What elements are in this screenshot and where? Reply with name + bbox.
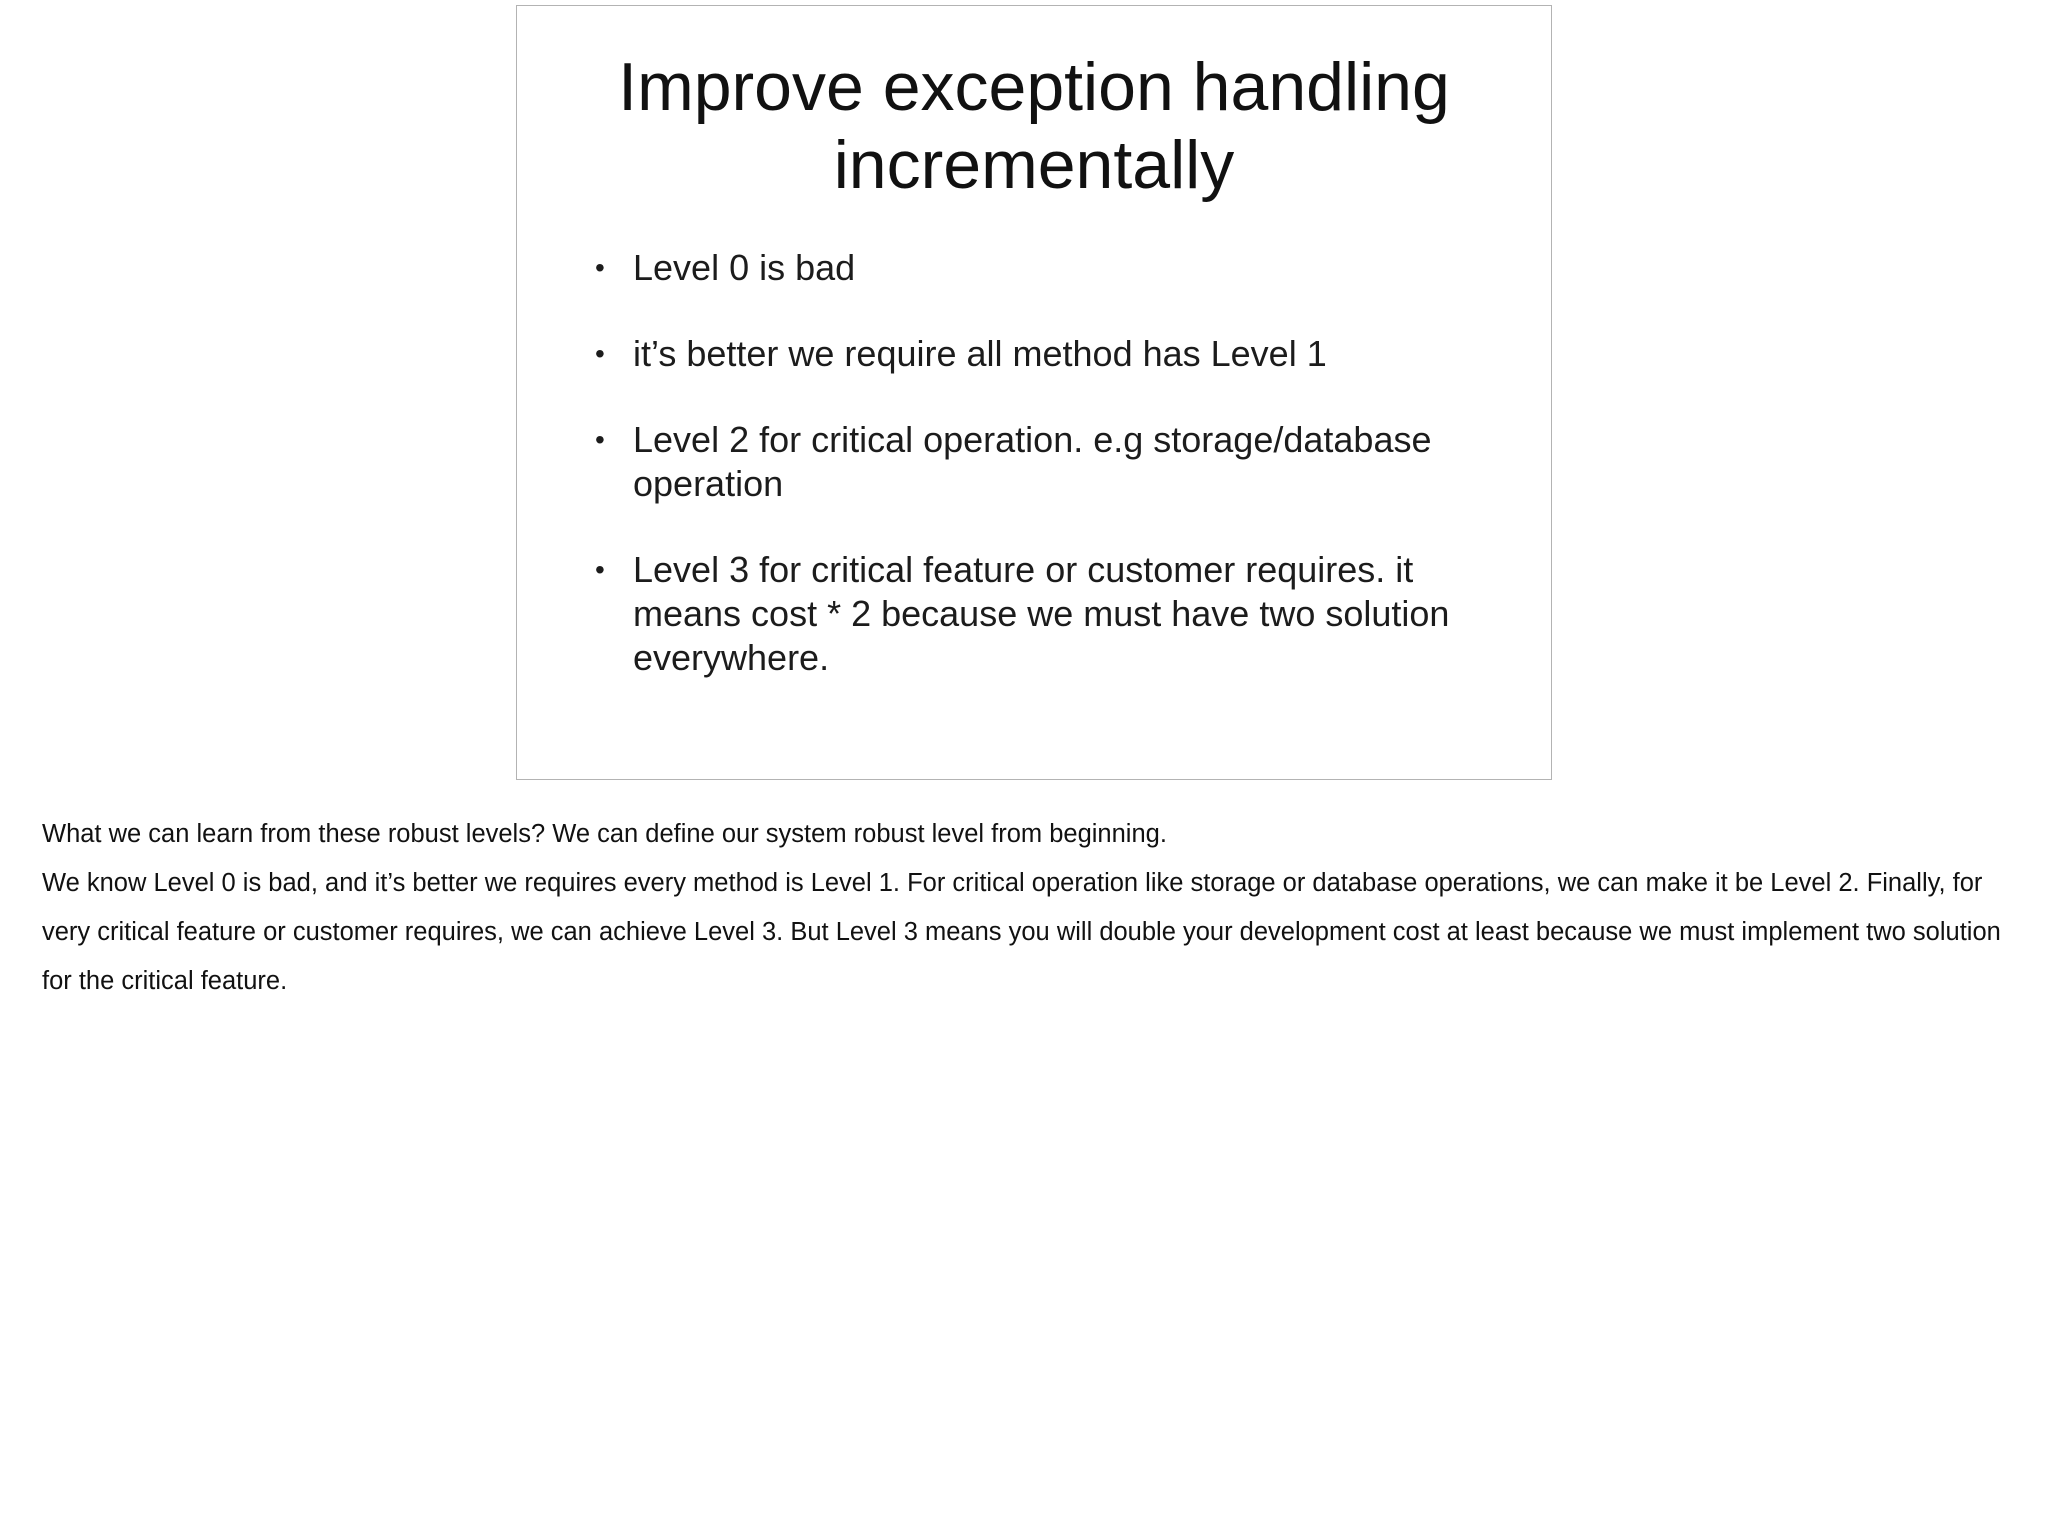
slide-title-line-2: incrementally	[833, 127, 1235, 203]
bullet-item	[595, 548, 1513, 680]
notes-paragraph: What we can learn from these robust levels? We can define our system robust level from beginning.	[42, 820, 1167, 848]
slide-title-line-1: Improve exception handling	[618, 49, 1450, 125]
bullet-text: Level 0 is bad	[633, 247, 856, 288]
slide-title	[517, 48, 1551, 204]
speaker-notes	[42, 810, 2022, 1006]
bullet-text: Level 3 for critical feature or customer requires. it means cost * 2 because we must have two solution everywhere.	[633, 549, 1450, 678]
bullet-item	[595, 418, 1513, 506]
bullet-item	[595, 246, 1513, 290]
slide-panel	[516, 5, 1552, 780]
bullet-text: Level 2 for critical operation. e.g storage/database operation	[633, 419, 1432, 504]
bullet-dot-icon: •	[595, 424, 605, 455]
notes-paragraph: We know Level 0 is bad, and it’s better we requires every method is Level 1. For critical operation like storage or database operations, we can make it be Level 2. Finally, for very critical feature or customer requires, we can achieve Level 3. But Level 3 means you will double your development cost at least because we must implement two solution for the critical feature.	[42, 869, 2001, 995]
bullet-dot-icon: •	[595, 554, 605, 585]
bullet-dot-icon: •	[595, 338, 605, 369]
bullet-item	[595, 332, 1513, 376]
bullet-text: it’s better we require all method has Level 1	[633, 333, 1327, 374]
bullet-dot-icon: •	[595, 252, 605, 283]
slide-bullet-list	[595, 246, 1513, 722]
